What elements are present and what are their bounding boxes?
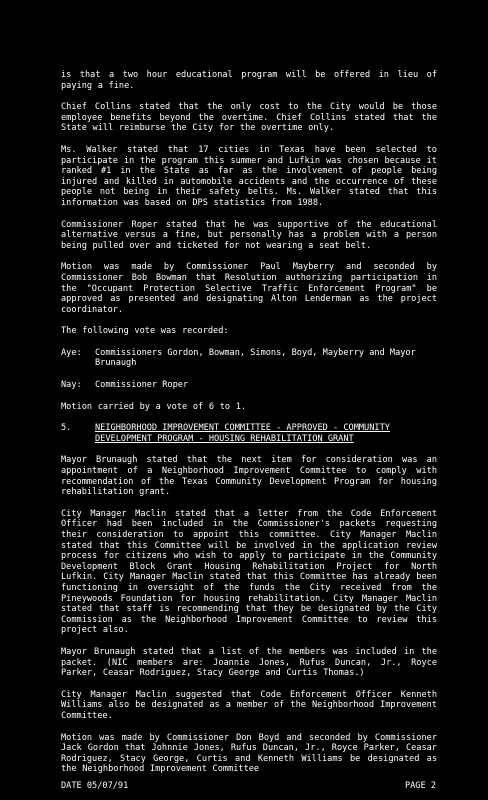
section-title: NEIGHBORHOOD IMPROVEMENT COMMITTEE - APPROVED - COMMUNITY DEVELOPMENT PROGRAM - HOUSING REHABILITATION GRANT	[95, 423, 390, 444]
vote-intro: The following vote was recorded:	[61, 326, 229, 337]
motion-paragraph: Motion was made by Commissioner Paul Mayberry and seconded by Commissioner Bob Bowman that Resolution authorizing participation in the "Occupant Protection Selective Traffic Enforcement Program" be approved as presented and designating Alton Lenderman as the project coordinator.	[61, 262, 437, 315]
vote-aye-row	[61, 348, 437, 369]
footer-page-number: PAGE 2	[404, 781, 436, 791]
vote-result: Motion carried by a vote of 6 to 1.	[61, 401, 247, 412]
paragraph: Mayor Brunaugh stated that the next item for consideration was an appointment of a Neighborhood Improvement Committee to comply with recommendation of the Texas Community Development Program for housing rehabilitation grant.	[61, 455, 437, 498]
paragraph: City Manager Maclin suggested that Code Enforcement Officer Kenneth Williams also be designated as a member of the Neighborhood Improvement Committee.	[61, 689, 437, 721]
footer-date: DATE 05/07/91	[61, 781, 129, 791]
page-footer	[61, 781, 436, 792]
vote-aye-value: Commissioners Gordon, Bowman, Simons, Boyd, Mayberry and Mayor Brunaugh	[95, 347, 416, 369]
vote-nay-label: Nay:	[61, 380, 82, 391]
section-heading	[61, 423, 437, 444]
motion-paragraph: Motion was made by Commissioner Don Boyd and seconded by Commissioner Jack Gordon that Johnnie Jones, Rufus Duncan, Jr., Royce Parker, Ceasar Rodriguez, Stacy George, Curtis and Kenneth Williams be designated as the Neighborhood Improvement Committee	[61, 732, 437, 775]
vote-nay-row	[61, 380, 437, 391]
paragraph: Commissioner Roper stated that he was supportive of the educational alternative versus a fine, but personally has a problem with a person being pulled over and ticketed for not wearing a seat belt.	[61, 219, 437, 251]
paragraph: Ms. Walker stated that 17 cities in Texas have been selected to participate in the program this summer and Lufkin was chosen because it ranked #1 in the State as far as the involvement of people being injured and killed in automobile accidents and the occurrence of these people not being in their safety belts. Ms. Walker stated that this information was based on DPS statistics from 1988.	[61, 144, 437, 208]
paragraph: Chief Collins stated that the only cost to the City would be those employee benefits beyond the overtime. Chief Collins stated that the State will reimburse the City for the overtime only.	[61, 102, 437, 134]
vote-nay-value: Commissioner Roper	[95, 380, 189, 391]
section-number: 5.	[61, 423, 72, 434]
paragraph: is that a two hour educational program will be offered in lieu of paying a fine.	[61, 70, 437, 91]
paragraph: Mayor Brunaugh stated that a list of the members was included in the packet. (NIC members are: Joannie Jones, Rufus Duncan, Jr., Royce Parker, Ceasar Rodriguez, Stacy George and Curtis Thomas.)	[61, 646, 437, 679]
paragraph: City Manager Maclin stated that a letter from the Code Enforcement Officer had been included in the Commissioner's packets requesting their consideration to appoint this committee. City Manager Maclin stated that this Committee will be involved in the application review process for citizens who wish to apply to participate in the Community Development Block Grant Housing Rehabilitation Project for North Lufkin. City Manager Maclin stated that this Committee has already been functioning in oversight of the funds the City received from the Pineywoods Foundation for housing rehabilitation. City Manager Maclin stated that staff is recommending that they be designated by the City Commission as the Neighborhood Improvement Committee to review this project also.	[61, 508, 437, 636]
document-page	[61, 70, 437, 786]
vote-aye-label: Aye:	[61, 347, 82, 358]
